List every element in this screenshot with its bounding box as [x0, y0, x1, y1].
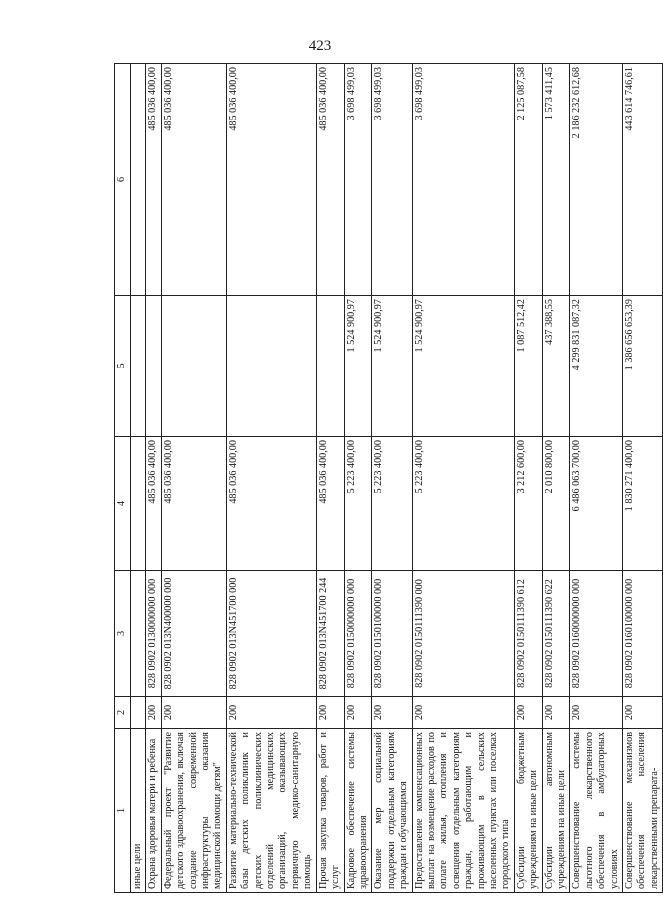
row-remaining-cell: 3 698 499,03 — [372, 64, 412, 296]
table-row — [344, 64, 372, 893]
budget-table — [114, 63, 663, 893]
table-row — [372, 64, 412, 893]
row-executed-cell: 1 524 900,97 — [372, 296, 412, 437]
row-approved-cell: 5 223 400,00 — [344, 437, 372, 571]
row-name-cell: Кадровое обеспечение системы здравоохранения — [344, 729, 372, 893]
row-executed-cell — [161, 296, 226, 437]
header-cell: 4 — [115, 437, 131, 571]
row-remaining-cell: 443 614 746,61 — [623, 64, 663, 296]
row-remaining-cell: 485 036 400,00 — [316, 64, 344, 296]
row-approved-cell — [131, 437, 146, 571]
row-name-cell: Субсидии автономным учреждениям на иные цели — [542, 729, 570, 893]
row-type-cell: 200 — [316, 697, 344, 729]
row-code-cell — [131, 571, 146, 697]
row-type-cell: 200 — [146, 697, 161, 729]
row-type-cell: 200 — [226, 697, 316, 729]
row-type-cell: 200 — [344, 697, 372, 729]
row-executed-cell: 1 386 656 653,39 — [623, 296, 663, 437]
row-code-cell: 828 0902 0130000000 000 — [146, 571, 161, 697]
row-type-cell: 200 — [161, 697, 226, 729]
header-cell: 6 — [115, 64, 131, 296]
table-row — [131, 64, 146, 893]
row-remaining-cell: 485 036 400,00 — [161, 64, 226, 296]
row-executed-cell — [316, 296, 344, 437]
table-row — [161, 64, 226, 893]
row-type-cell: 200 — [542, 697, 570, 729]
row-remaining-cell: 2 186 232 612,68 — [570, 64, 623, 296]
row-type-cell: 200 — [570, 697, 623, 729]
page-number: 423 — [308, 38, 332, 54]
row-executed-cell — [131, 296, 146, 437]
header-cell: 2 — [115, 697, 131, 729]
table-row — [570, 64, 623, 893]
row-name-cell: Прочая закупка товаров, работ и услуг — [316, 729, 344, 893]
row-approved-cell: 485 036 400,00 — [146, 437, 161, 571]
row-code-cell: 828 0902 0150100000 000 — [372, 571, 412, 697]
row-approved-cell: 485 036 400,00 — [161, 437, 226, 571]
row-name-cell: Развитие материально-технической базы детских поликлиник и детских поликлинических отделений медицинских организаций, оказывающих первичную медико-санитарную помощь — [226, 729, 316, 893]
table-row — [226, 64, 316, 893]
header-cell: 1 — [115, 729, 131, 893]
row-approved-cell: 6 486 063 700,00 — [570, 437, 623, 571]
row-type-cell: 200 — [514, 697, 542, 729]
table-row — [412, 64, 514, 893]
row-executed-cell — [146, 296, 161, 437]
row-code-cell: 828 0902 0150000000 000 — [344, 571, 372, 697]
row-approved-cell: 2 010 800,00 — [542, 437, 570, 571]
row-code-cell: 828 0902 0150111390 000 — [412, 571, 514, 697]
row-code-cell: 828 0902 0160100000 000 — [623, 571, 663, 697]
row-executed-cell — [226, 296, 316, 437]
row-approved-cell: 485 036 400,00 — [316, 437, 344, 571]
row-approved-cell: 5 223 400,00 — [372, 437, 412, 571]
row-executed-cell: 1 524 900,97 — [344, 296, 372, 437]
table-row — [542, 64, 570, 893]
row-approved-cell: 485 036 400,00 — [226, 437, 316, 571]
row-name-cell: Субсидии бюджетным учреждениям на иные цели — [514, 729, 542, 893]
row-approved-cell: 1 830 271 400,00 — [623, 437, 663, 571]
row-code-cell: 828 0902 013N451700 000 — [226, 571, 316, 697]
row-name-cell: Федеральный проект "Развитие детского здравоохранения, включая создание современной инфраструктуры оказания медицинской помощи детям" — [161, 729, 226, 893]
row-executed-cell: 1 524 900,97 — [412, 296, 514, 437]
table-row — [316, 64, 344, 893]
table-row — [514, 64, 542, 893]
row-remaining-cell — [131, 64, 146, 296]
row-executed-cell: 437 388,55 — [542, 296, 570, 437]
row-remaining-cell: 485 036 400,00 — [226, 64, 316, 296]
row-code-cell: 828 0902 0150111390 622 — [542, 571, 570, 697]
row-code-cell: 828 0902 0160000000 000 — [570, 571, 623, 697]
row-executed-cell: 1 087 512,42 — [514, 296, 542, 437]
row-remaining-cell: 1 573 411,45 — [542, 64, 570, 296]
row-type-cell: 200 — [412, 697, 514, 729]
row-remaining-cell: 2 125 087,58 — [514, 64, 542, 296]
rotated-table-container — [114, 64, 660, 893]
header-row — [115, 64, 131, 893]
table-row — [623, 64, 663, 893]
row-code-cell: 828 0902 0150111390 612 — [514, 571, 542, 697]
row-type-cell: 200 — [623, 697, 663, 729]
row-remaining-cell: 485 036 400,00 — [146, 64, 161, 296]
row-approved-cell: 5 223 400,00 — [412, 437, 514, 571]
row-name-cell: Совершенствование механизмов обеспечения населения лекарственными препарата- — [623, 729, 663, 893]
row-name-cell: иные цели — [131, 729, 146, 893]
header-cell: 3 — [115, 571, 131, 697]
table-row — [146, 64, 161, 893]
row-name-cell: Охрана здоровья матери и ребенка — [146, 729, 161, 893]
row-remaining-cell: 3 698 499,03 — [412, 64, 514, 296]
row-name-cell: Оказание мер социальной поддержки отдельным категориям граждан и обучающимся — [372, 729, 412, 893]
row-approved-cell: 3 212 600,00 — [514, 437, 542, 571]
row-code-cell: 828 0902 013N451700 244 — [316, 571, 344, 697]
row-code-cell: 828 0902 013N400000 000 — [161, 571, 226, 697]
row-executed-cell: 4 299 831 087,32 — [570, 296, 623, 437]
row-name-cell: Совершенствование системы льготного лекарственного обеспечения в амбулаторных условиях — [570, 729, 623, 893]
row-remaining-cell: 3 698 499,03 — [344, 64, 372, 296]
header-cell: 5 — [115, 296, 131, 437]
row-type-cell: 200 — [372, 697, 412, 729]
row-name-cell: Предоставление компенсационных выплат на возмещение расходов по оплате жилья, отопления и освещения отдельным категориям граждан, работающим и проживающим в сельских населенных пунктах или поселках городского типа — [412, 729, 514, 893]
row-type-cell — [131, 697, 146, 729]
